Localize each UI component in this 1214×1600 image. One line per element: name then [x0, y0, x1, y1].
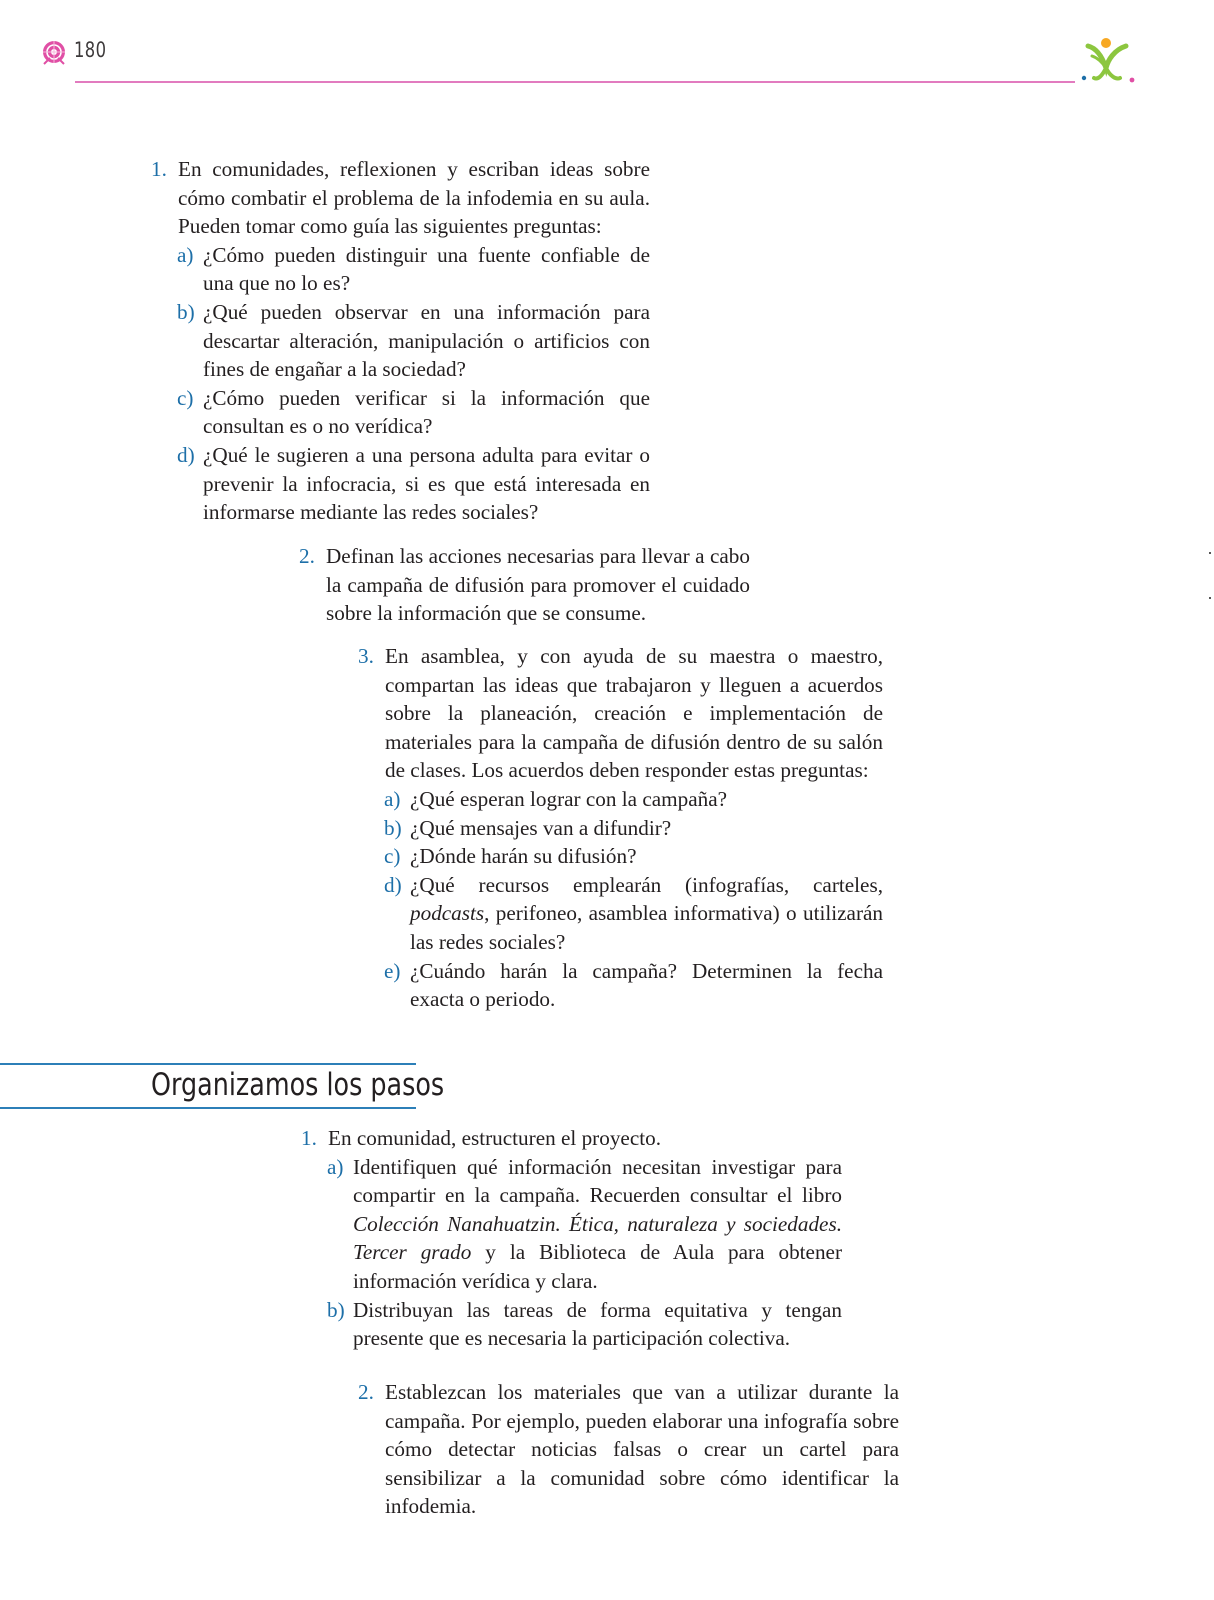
task-letter: a)	[327, 1154, 344, 1179]
question-text-end: , perifoneo, asamblea informativa) o utilizarán las redes sociales?	[410, 901, 883, 954]
question-letter: c)	[177, 385, 194, 410]
question-text: ¿Qué pueden observar en una información para descartar alteración, manipulación o artificios con fines de engañar a la sociedad?	[203, 299, 650, 382]
activity-2-block	[299, 542, 750, 628]
question-a	[177, 241, 650, 298]
question-letter: a)	[384, 786, 401, 811]
step-1-tasks	[328, 1153, 842, 1353]
question-text: ¿Qué esperan lograr con la campaña?	[410, 786, 728, 811]
item-number: 3.	[358, 644, 374, 668]
task-text-end: y la Biblioteca de Aula para obtener información verídica y clara.	[353, 1240, 843, 1293]
activity-3-block	[358, 642, 883, 1014]
question-text: ¿Qué mensajes van a difundir?	[410, 815, 672, 840]
question-text: ¿Cómo pueden distinguir una fuente confiable de una que no lo es?	[203, 242, 650, 296]
edge-mark	[1209, 552, 1211, 554]
activity-3-questions	[385, 785, 883, 1014]
item-number: 1.	[151, 157, 167, 181]
question-d	[384, 871, 883, 957]
step-2	[358, 1378, 899, 1521]
task-b	[327, 1296, 842, 1353]
activity-1-block	[151, 155, 650, 527]
activity-1-questions	[178, 241, 650, 527]
section-rule-bottom	[0, 1107, 416, 1109]
question-letter: e)	[384, 958, 401, 983]
question-letter: d)	[177, 442, 195, 467]
item-number: 2.	[299, 544, 315, 568]
question-b	[177, 298, 650, 384]
book-title: Colección Nanahuatzin. Ética, naturaleza y sociedades. Tercer grado	[353, 1211, 842, 1265]
question-text-italic: podcasts	[410, 901, 485, 926]
task-text: Distribuyan las tareas de forma equitativa y tengan presente que es necesaria la participación colectiva.	[353, 1297, 842, 1351]
step-1	[301, 1124, 842, 1153]
step-2-block	[358, 1378, 899, 1521]
activity-2	[299, 542, 750, 628]
section-rule-top	[0, 1063, 416, 1065]
section-heading-band	[0, 1063, 445, 1107]
item-text: Definan las acciones necesarias para llevar a cabo la campaña de difusión para promover el cuidado sobre la información que se consume.	[326, 544, 750, 626]
question-e	[384, 957, 883, 1014]
task-text-start: Identifiquen qué información necesitan investigar para compartir en la campaña. Recuerden consultar el libro	[353, 1154, 842, 1208]
question-a	[384, 785, 883, 814]
question-c	[384, 842, 883, 871]
page-number: 180	[74, 38, 107, 62]
item-number: 1.	[301, 1126, 317, 1150]
header-divider	[75, 81, 1075, 83]
pink-flower-icon	[40, 38, 68, 68]
question-letter: a)	[177, 242, 194, 267]
item-text: En comunidad, estructuren el proyecto.	[328, 1126, 661, 1150]
leaf-figure-logo-icon	[1080, 34, 1136, 86]
task-a	[327, 1153, 843, 1296]
question-d	[177, 441, 650, 527]
question-c	[177, 384, 650, 441]
item-text: Establezcan los materiales que van a utilizar durante la campaña. Por ejemplo, pueden elaborar una infografía sobre cómo detectar noticias falsas o crear un cartel para sensibilizar a la comunidad sobre cómo identificar la infodemia.	[385, 1380, 899, 1519]
item-text: En comunidades, reflexionen y escriban ideas sobre cómo combatir el problema de la infodemia en su aula. Pueden tomar como guía las siguientes preguntas:	[178, 157, 650, 239]
question-letter: d)	[384, 872, 402, 897]
question-text: ¿Cuándo harán la campaña? Determinen la fecha exacta o periodo.	[410, 958, 883, 1012]
question-text: ¿Cómo pueden verificar si la información que consultan es o no verídica?	[203, 385, 650, 439]
step-1-block	[301, 1124, 843, 1353]
activity-3	[358, 642, 883, 785]
question-letter: b)	[384, 815, 402, 840]
question-text-start: ¿Qué recursos emplearán (infografías, carteles,	[410, 872, 883, 897]
question-text: ¿Qué le sugieren a una persona adulta para evitar o prevenir la infocracia, si es que está interesada en informarse mediante las redes sociales?	[203, 442, 650, 525]
task-letter: b)	[327, 1297, 345, 1322]
item-number: 2.	[358, 1380, 374, 1404]
edge-mark	[1209, 597, 1211, 599]
question-letter: c)	[384, 844, 401, 869]
question-b	[384, 814, 883, 843]
question-text: ¿Dónde harán su difusión?	[410, 844, 637, 869]
activity-1	[151, 155, 650, 241]
section-title: Organizamos los pasos	[151, 1067, 445, 1103]
question-letter: b)	[177, 299, 195, 324]
item-text: En asamblea, y con ayuda de su maestra o maestro, compartan las ideas que trabajaron y lleguen a acuerdos sobre la planeación, creación e implementación de materiales para la campaña de difusión dentro de su salón de clases. Los acuerdos deben responder estas preguntas:	[385, 644, 883, 783]
